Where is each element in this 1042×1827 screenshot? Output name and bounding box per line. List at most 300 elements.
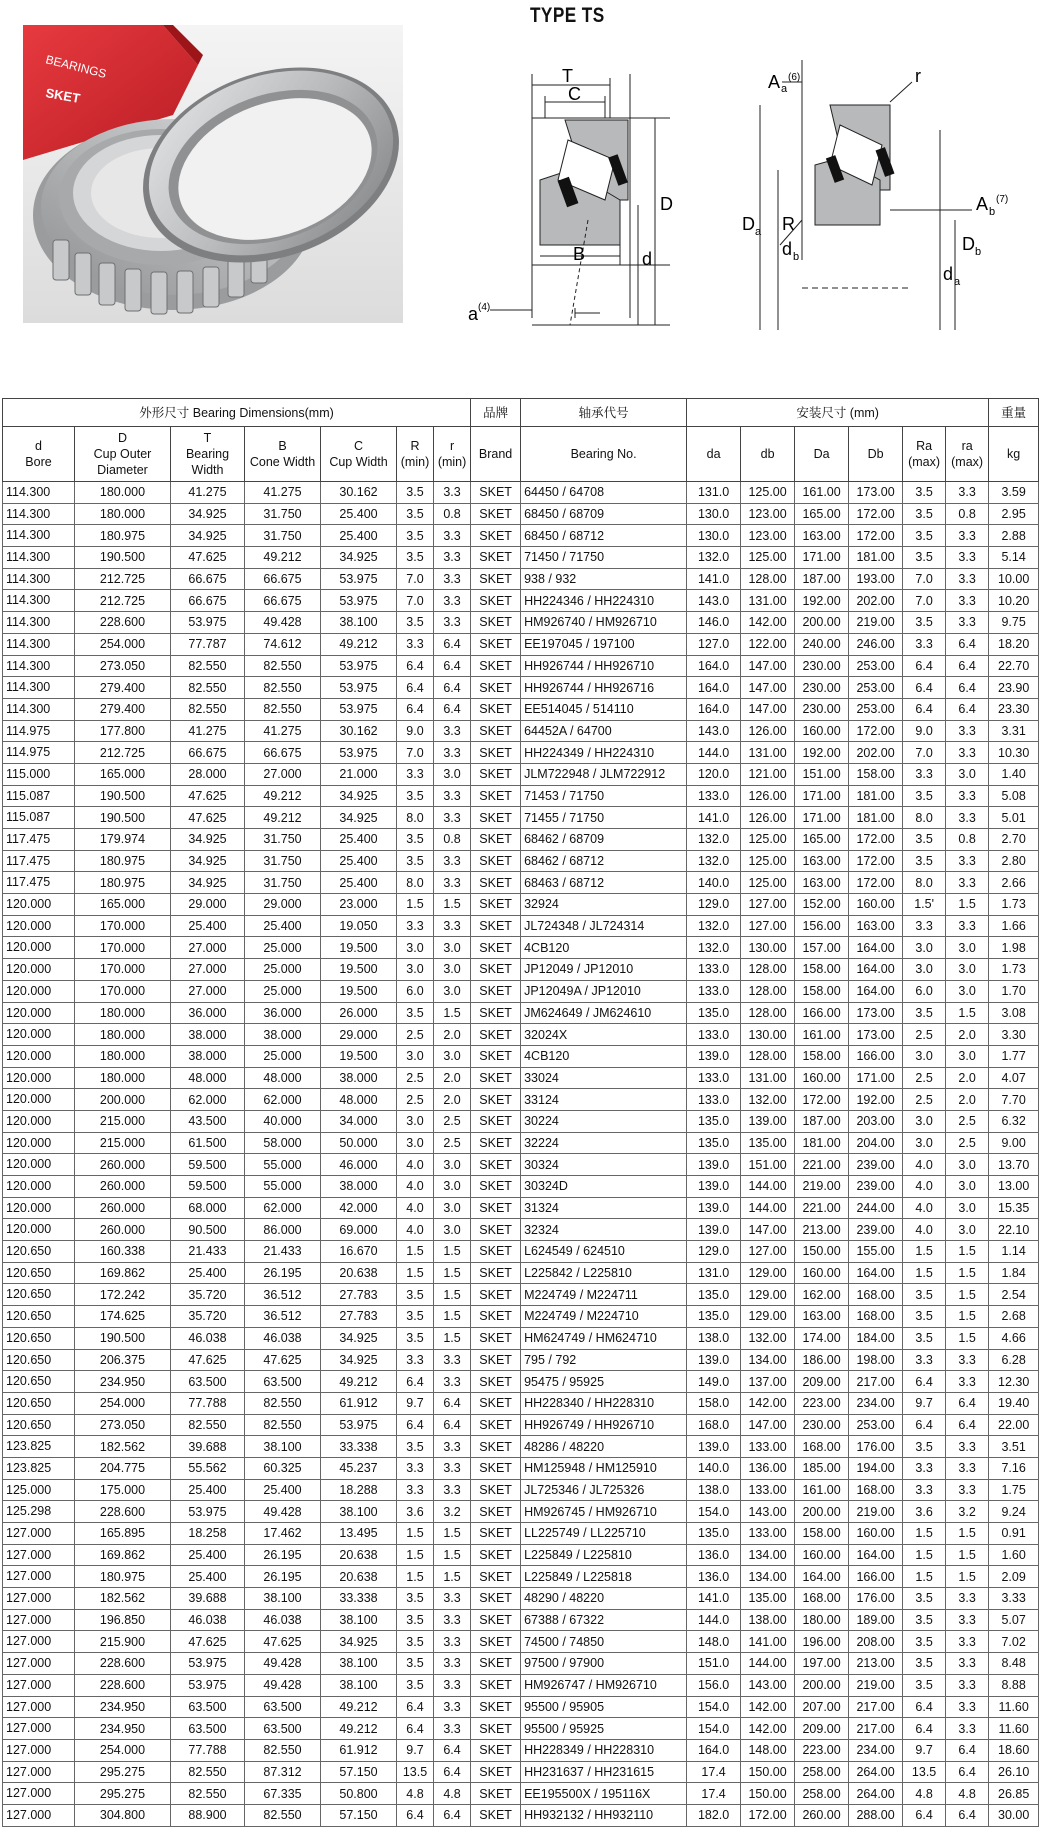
table-cell: 246.00 [849, 633, 903, 655]
table-cell: 130.00 [741, 1024, 795, 1046]
table-cell: 147.00 [741, 698, 795, 720]
table-cell: 219.00 [849, 612, 903, 634]
table-cell: 47.625 [245, 1631, 321, 1653]
table-cell: 3.3 [946, 1457, 989, 1479]
table-cell: 304.800 [75, 1804, 171, 1826]
table-cell: 187.00 [795, 1110, 849, 1132]
table-cell: 13.70 [989, 1154, 1039, 1176]
table-cell: 136.00 [741, 1457, 795, 1479]
table-cell: 180.000 [75, 1067, 171, 1089]
table-cell: 161.00 [795, 1479, 849, 1501]
table-cell: 66.675 [245, 568, 321, 590]
table-cell: 82.550 [245, 1414, 321, 1436]
table-cell: SKET [471, 1501, 521, 1523]
table-cell: 164.0 [687, 1739, 741, 1761]
table-cell: 258.00 [795, 1783, 849, 1805]
table-cell: 114.300 [3, 547, 75, 569]
brand-logo: SKET [44, 85, 82, 106]
table-cell: 3.3 [397, 915, 434, 937]
table-cell: 142.00 [741, 612, 795, 634]
table-cell: 18.258 [171, 1523, 245, 1545]
table-cell: 120.000 [3, 894, 75, 916]
column-header-line: Cup Outer [93, 447, 152, 461]
table-cell: 130.00 [741, 937, 795, 959]
table-cell: 38.100 [321, 1653, 397, 1675]
table-cell: 131.00 [741, 742, 795, 764]
table-cell: 6.4 [397, 1371, 434, 1393]
table-cell: EE514045 / 514110 [521, 698, 687, 720]
table-cell: SKET [471, 1262, 521, 1284]
label-Db: D [962, 234, 975, 254]
table-cell: 3.0 [946, 959, 989, 981]
table-cell: 115.087 [3, 785, 75, 807]
table-cell: 172.00 [849, 872, 903, 894]
table-row [3, 1588, 1039, 1610]
table-cell: 202.00 [849, 590, 903, 612]
group-bearing-no: 轴承代号 [521, 399, 687, 427]
table-cell: 6.4 [946, 677, 989, 699]
table-cell: HM926745 / HM926710 [521, 1501, 687, 1523]
table-cell: 32924 [521, 894, 687, 916]
table-cell: 795 / 792 [521, 1349, 687, 1371]
table-cell: 6.4 [903, 1696, 946, 1718]
table-cell: HH224349 / HH224310 [521, 742, 687, 764]
column-header [521, 427, 687, 482]
table-cell: 13.5 [397, 1761, 434, 1783]
table-cell: 25.400 [171, 1566, 245, 1588]
table-cell: 3.5 [397, 829, 434, 851]
column-header [321, 427, 397, 482]
label-a-sup: (4) [478, 302, 491, 313]
table-cell: 55.000 [245, 1176, 321, 1198]
table-cell: 3.3 [434, 1588, 471, 1610]
table-cell: 1.73 [989, 959, 1039, 981]
table-row [3, 1176, 1039, 1198]
table-cell: 132.0 [687, 547, 741, 569]
table-cell: 86.000 [245, 1219, 321, 1241]
table-cell: 139.0 [687, 1154, 741, 1176]
table-cell: 115.087 [3, 807, 75, 829]
table-cell: 95500 / 95925 [521, 1718, 687, 1740]
table-cell: 38.100 [321, 1609, 397, 1631]
table-cell: 9.7 [903, 1392, 946, 1414]
table-cell: 25.400 [321, 872, 397, 894]
table-cell: 130.0 [687, 525, 741, 547]
table-cell: 1.66 [989, 915, 1039, 937]
table-cell: SKET [471, 1804, 521, 1826]
table-cell: 6.4 [397, 1718, 434, 1740]
table-cell: 140.0 [687, 1457, 741, 1479]
table-cell: 3.3 [434, 742, 471, 764]
table-cell: 142.00 [741, 1718, 795, 1740]
table-cell: 38.000 [321, 1176, 397, 1198]
table-cell: 15.35 [989, 1197, 1039, 1219]
table-cell: 4.0 [397, 1176, 434, 1198]
table-cell: 17.4 [687, 1761, 741, 1783]
table-cell: 120.000 [3, 937, 75, 959]
table-cell: 64450 / 64708 [521, 482, 687, 504]
table-cell: 3.3 [946, 785, 989, 807]
table-cell: 172.00 [849, 720, 903, 742]
table-cell: 27.000 [171, 959, 245, 981]
table-cell: 264.00 [849, 1761, 903, 1783]
table-cell: 160.00 [795, 1067, 849, 1089]
table-cell: 172.00 [849, 503, 903, 525]
table-cell: 114.975 [3, 742, 75, 764]
table-cell: 180.975 [75, 1566, 171, 1588]
table-cell: 3.3 [434, 547, 471, 569]
table-cell: 138.0 [687, 1479, 741, 1501]
table-cell: SKET [471, 785, 521, 807]
table-cell: 21.000 [321, 763, 397, 785]
table-cell: 3.5 [903, 785, 946, 807]
table-row [3, 590, 1039, 612]
table-cell: 3.08 [989, 1002, 1039, 1024]
table-cell: 3.3 [903, 763, 946, 785]
table-cell: 120.000 [3, 1067, 75, 1089]
table-cell: 156.0 [687, 1674, 741, 1696]
table-cell: 21.433 [171, 1241, 245, 1263]
table-cell: JLM722948 / JLM722912 [521, 763, 687, 785]
table-cell: SKET [471, 1631, 521, 1653]
table-cell: 3.3 [434, 785, 471, 807]
table-cell: 164.0 [687, 677, 741, 699]
table-cell: 228.600 [75, 1674, 171, 1696]
table-cell: 132.00 [741, 1089, 795, 1111]
table-cell: SKET [471, 590, 521, 612]
table-cell: 66.675 [245, 590, 321, 612]
column-header-line: (min) [437, 455, 467, 469]
column-header-line: Brand [478, 447, 513, 461]
table-cell: 3.5 [903, 1002, 946, 1024]
table-cell: 125.00 [741, 547, 795, 569]
table-cell: 2.5 [946, 1110, 989, 1132]
table-cell: 3.0 [434, 1176, 471, 1198]
table-cell: SKET [471, 1609, 521, 1631]
table-cell: 150.00 [741, 1761, 795, 1783]
table-cell: 1.5 [434, 1262, 471, 1284]
table-cell: 4.0 [903, 1176, 946, 1198]
table-cell: 3.5 [397, 482, 434, 504]
table-cell: 158.00 [849, 763, 903, 785]
table-cell: 1.5 [903, 1241, 946, 1263]
table-row [3, 1501, 1039, 1523]
table-cell: 163.00 [795, 1306, 849, 1328]
table-cell: 234.00 [849, 1392, 903, 1414]
table-cell: HM125948 / HM125910 [521, 1457, 687, 1479]
table-cell: 165.00 [795, 829, 849, 851]
table-cell: 164.00 [795, 1566, 849, 1588]
table-cell: 120.000 [3, 1024, 75, 1046]
table-cell: 143.00 [741, 1501, 795, 1523]
table-cell: 2.0 [946, 1067, 989, 1089]
table-cell: 3.0 [946, 1176, 989, 1198]
table-cell: 34.925 [171, 850, 245, 872]
table-cell: SKET [471, 1024, 521, 1046]
table-cell: 170.000 [75, 915, 171, 937]
table-cell: 166.00 [849, 1045, 903, 1067]
table-cell: 170.000 [75, 980, 171, 1002]
table-cell: 223.00 [795, 1392, 849, 1414]
table-cell: 1.5 [434, 1544, 471, 1566]
table-row [3, 1110, 1039, 1132]
table-cell: 131.00 [741, 590, 795, 612]
table-cell: 161.00 [795, 482, 849, 504]
table-cell: 69.000 [321, 1219, 397, 1241]
table-cell: 27.783 [321, 1306, 397, 1328]
table-cell: 5.01 [989, 807, 1039, 829]
table-cell: M224749 / M224711 [521, 1284, 687, 1306]
table-cell: 6.4 [946, 655, 989, 677]
table-cell: 260.00 [795, 1804, 849, 1826]
table-cell: 147.00 [741, 655, 795, 677]
table-cell: 4.8 [434, 1783, 471, 1805]
table-cell: 53.975 [171, 612, 245, 634]
table-cell: 144.0 [687, 742, 741, 764]
group-weight: 重量 [989, 399, 1039, 427]
table-cell: 127.000 [3, 1761, 75, 1783]
table-row [3, 1436, 1039, 1458]
table-cell: 49.428 [245, 612, 321, 634]
table-cell: 1.5 [946, 1262, 989, 1284]
type-title: TYPE TS [530, 4, 605, 27]
table-cell: 38.100 [321, 1501, 397, 1523]
table-cell: 50.000 [321, 1132, 397, 1154]
table-cell: 1.98 [989, 937, 1039, 959]
table-cell: 19.500 [321, 937, 397, 959]
table-cell: 46.000 [321, 1154, 397, 1176]
label-Ab-sub: b [989, 206, 996, 218]
table-cell: 160.00 [849, 1523, 903, 1545]
table-cell: 181.00 [849, 785, 903, 807]
table-cell: 2.5 [397, 1067, 434, 1089]
table-group-header [3, 399, 1039, 427]
table-cell: 165.00 [795, 503, 849, 525]
table-cell: 157.00 [795, 937, 849, 959]
table-cell: 3.5 [903, 850, 946, 872]
table-cell: 131.0 [687, 1262, 741, 1284]
table-cell: 25.000 [245, 937, 321, 959]
table-cell: 126.00 [741, 807, 795, 829]
table-cell: 152.00 [795, 894, 849, 916]
table-cell: 3.3 [434, 1479, 471, 1501]
table-cell: 31324 [521, 1197, 687, 1219]
column-header-line: Ra [916, 439, 933, 453]
table-cell: 9.7 [397, 1392, 434, 1414]
table-cell: 180.000 [75, 1045, 171, 1067]
table-cell: 2.0 [434, 1024, 471, 1046]
table-cell: 8.0 [397, 872, 434, 894]
table-cell: 135.0 [687, 1306, 741, 1328]
table-cell: 68.000 [171, 1197, 245, 1219]
table-cell: 279.400 [75, 698, 171, 720]
table-cell: 25.400 [321, 850, 397, 872]
table-cell: 180.975 [75, 850, 171, 872]
specification-table-container [2, 398, 1040, 1821]
table-cell: 3.3 [434, 872, 471, 894]
table-cell: 42.000 [321, 1197, 397, 1219]
table-cell: 121.00 [741, 763, 795, 785]
table-cell: 273.050 [75, 1414, 171, 1436]
table-cell: 125.00 [741, 482, 795, 504]
table-cell: 48.000 [245, 1067, 321, 1089]
table-cell: 3.5 [903, 1436, 946, 1458]
column-header-line: Da [813, 447, 830, 461]
table-cell: 168.00 [849, 1306, 903, 1328]
table-cell: SKET [471, 1436, 521, 1458]
table-cell: 138.00 [741, 1609, 795, 1631]
table-cell: 25.400 [171, 1479, 245, 1501]
table-cell: HH228340 / HH228310 [521, 1392, 687, 1414]
table-cell: JL725346 / JL725326 [521, 1479, 687, 1501]
table-cell: 3.5 [397, 1588, 434, 1610]
table-cell: 234.950 [75, 1718, 171, 1740]
table-cell: 134.00 [741, 1349, 795, 1371]
table-cell: 117.475 [3, 829, 75, 851]
table-cell: 166.00 [795, 1002, 849, 1024]
table-cell: 196.850 [75, 1609, 171, 1631]
table-cell: 129.0 [687, 1241, 741, 1263]
table-row [3, 1045, 1039, 1067]
table-cell: 3.3 [946, 482, 989, 504]
table-cell: 114.300 [3, 503, 75, 525]
table-row [3, 785, 1039, 807]
table-cell: 3.5 [903, 612, 946, 634]
table-cell: 3.3 [397, 1457, 434, 1479]
label-Ab: A [976, 194, 989, 214]
table-cell: 30324D [521, 1176, 687, 1198]
table-cell: 48290 / 48220 [521, 1588, 687, 1610]
table-cell: 120.000 [3, 1197, 75, 1219]
table-cell: 221.00 [795, 1154, 849, 1176]
table-cell: 6.4 [946, 1414, 989, 1436]
table-cell: 114.975 [3, 720, 75, 742]
table-cell: 181.00 [849, 547, 903, 569]
table-cell: 8.48 [989, 1653, 1039, 1675]
table-cell: 18.20 [989, 633, 1039, 655]
table-cell: 180.000 [75, 503, 171, 525]
table-cell: 3.0 [903, 1045, 946, 1067]
table-row [3, 1306, 1039, 1328]
table-cell: 3.3 [946, 1631, 989, 1653]
table-body [3, 482, 1039, 1827]
table-row [3, 1392, 1039, 1414]
table-cell: 194.00 [849, 1457, 903, 1479]
table-cell: 180.975 [75, 872, 171, 894]
table-cell: 160.00 [795, 720, 849, 742]
table-cell: 3.3 [946, 872, 989, 894]
table-cell: 4.8 [903, 1783, 946, 1805]
table-cell: 3.3 [434, 482, 471, 504]
column-header-line: Bearing No. [570, 447, 637, 461]
table-cell: 19.40 [989, 1392, 1039, 1414]
table-cell: 25.400 [321, 503, 397, 525]
column-header-line: (max) [951, 455, 984, 469]
table-cell: 156.00 [795, 915, 849, 937]
table-cell: 6.4 [397, 1804, 434, 1826]
table-cell: 3.3 [946, 525, 989, 547]
table-cell: 28.000 [171, 763, 245, 785]
table-cell: 3.3 [434, 568, 471, 590]
table-cell: 209.00 [795, 1718, 849, 1740]
table-cell: 3.0 [397, 1045, 434, 1067]
table-cell: 4.0 [397, 1197, 434, 1219]
table-row [3, 655, 1039, 677]
table-row [3, 720, 1039, 742]
table-cell: 53.975 [171, 1674, 245, 1696]
table-cell: 19.500 [321, 980, 397, 1002]
table-row [3, 1761, 1039, 1783]
table-row [3, 1327, 1039, 1349]
table-cell: 127.000 [3, 1739, 75, 1761]
table-cell: 127.00 [741, 915, 795, 937]
table-cell: 3.3 [434, 1609, 471, 1631]
table-cell: 139.00 [741, 1110, 795, 1132]
table-cell: 4.0 [903, 1197, 946, 1219]
table-row [3, 872, 1039, 894]
table-cell: 61.500 [171, 1132, 245, 1154]
table-cell: SKET [471, 1306, 521, 1328]
table-cell: 7.0 [903, 590, 946, 612]
table-cell: HH926749 / HH926710 [521, 1414, 687, 1436]
table-cell: SKET [471, 1457, 521, 1479]
table-cell: 163.00 [849, 915, 903, 937]
table-cell: 143.00 [741, 1674, 795, 1696]
table-cell: 47.625 [245, 1349, 321, 1371]
table-cell: 1.40 [989, 763, 1039, 785]
table-cell: 204.00 [849, 1132, 903, 1154]
table-cell: 49.428 [245, 1674, 321, 1696]
table-cell: 117.475 [3, 850, 75, 872]
table-cell: 26.10 [989, 1761, 1039, 1783]
table-cell: 25.400 [321, 829, 397, 851]
table-cell: 18.288 [321, 1479, 397, 1501]
table-cell: 134.00 [741, 1566, 795, 1588]
table-cell: 3.2 [946, 1501, 989, 1523]
table-cell: 34.925 [321, 1631, 397, 1653]
table-cell: 117.475 [3, 872, 75, 894]
table-cell: 190.500 [75, 785, 171, 807]
table-cell: 6.4 [903, 655, 946, 677]
table-cell: 3.3 [946, 807, 989, 829]
table-cell: 36.000 [245, 1002, 321, 1024]
table-cell: JP12049 / JP12010 [521, 959, 687, 981]
table-cell: 120.000 [3, 1219, 75, 1241]
table-cell: 1.75 [989, 1479, 1039, 1501]
table-cell: 3.3 [946, 1653, 989, 1675]
table-cell: 33024 [521, 1067, 687, 1089]
table-cell: 190.500 [75, 547, 171, 569]
table-cell: 171.00 [795, 547, 849, 569]
table-cell: 3.3 [946, 1436, 989, 1458]
table-row [3, 742, 1039, 764]
table-cell: 129.00 [741, 1262, 795, 1284]
table-cell: 3.3 [434, 525, 471, 547]
table-cell: 48.000 [171, 1067, 245, 1089]
table-cell: 260.000 [75, 1197, 171, 1219]
label-db-sub: b [793, 251, 800, 263]
table-cell: 5.14 [989, 547, 1039, 569]
table-row [3, 1197, 1039, 1219]
table-cell: 4.8 [397, 1783, 434, 1805]
table-cell: 23.30 [989, 698, 1039, 720]
table-cell: 38.000 [171, 1024, 245, 1046]
table-cell: 3.0 [434, 1154, 471, 1176]
table-cell: 165.000 [75, 894, 171, 916]
table-cell: HH228349 / HH228310 [521, 1739, 687, 1761]
table-cell: 125.00 [741, 829, 795, 851]
table-cell: 74.612 [245, 633, 321, 655]
